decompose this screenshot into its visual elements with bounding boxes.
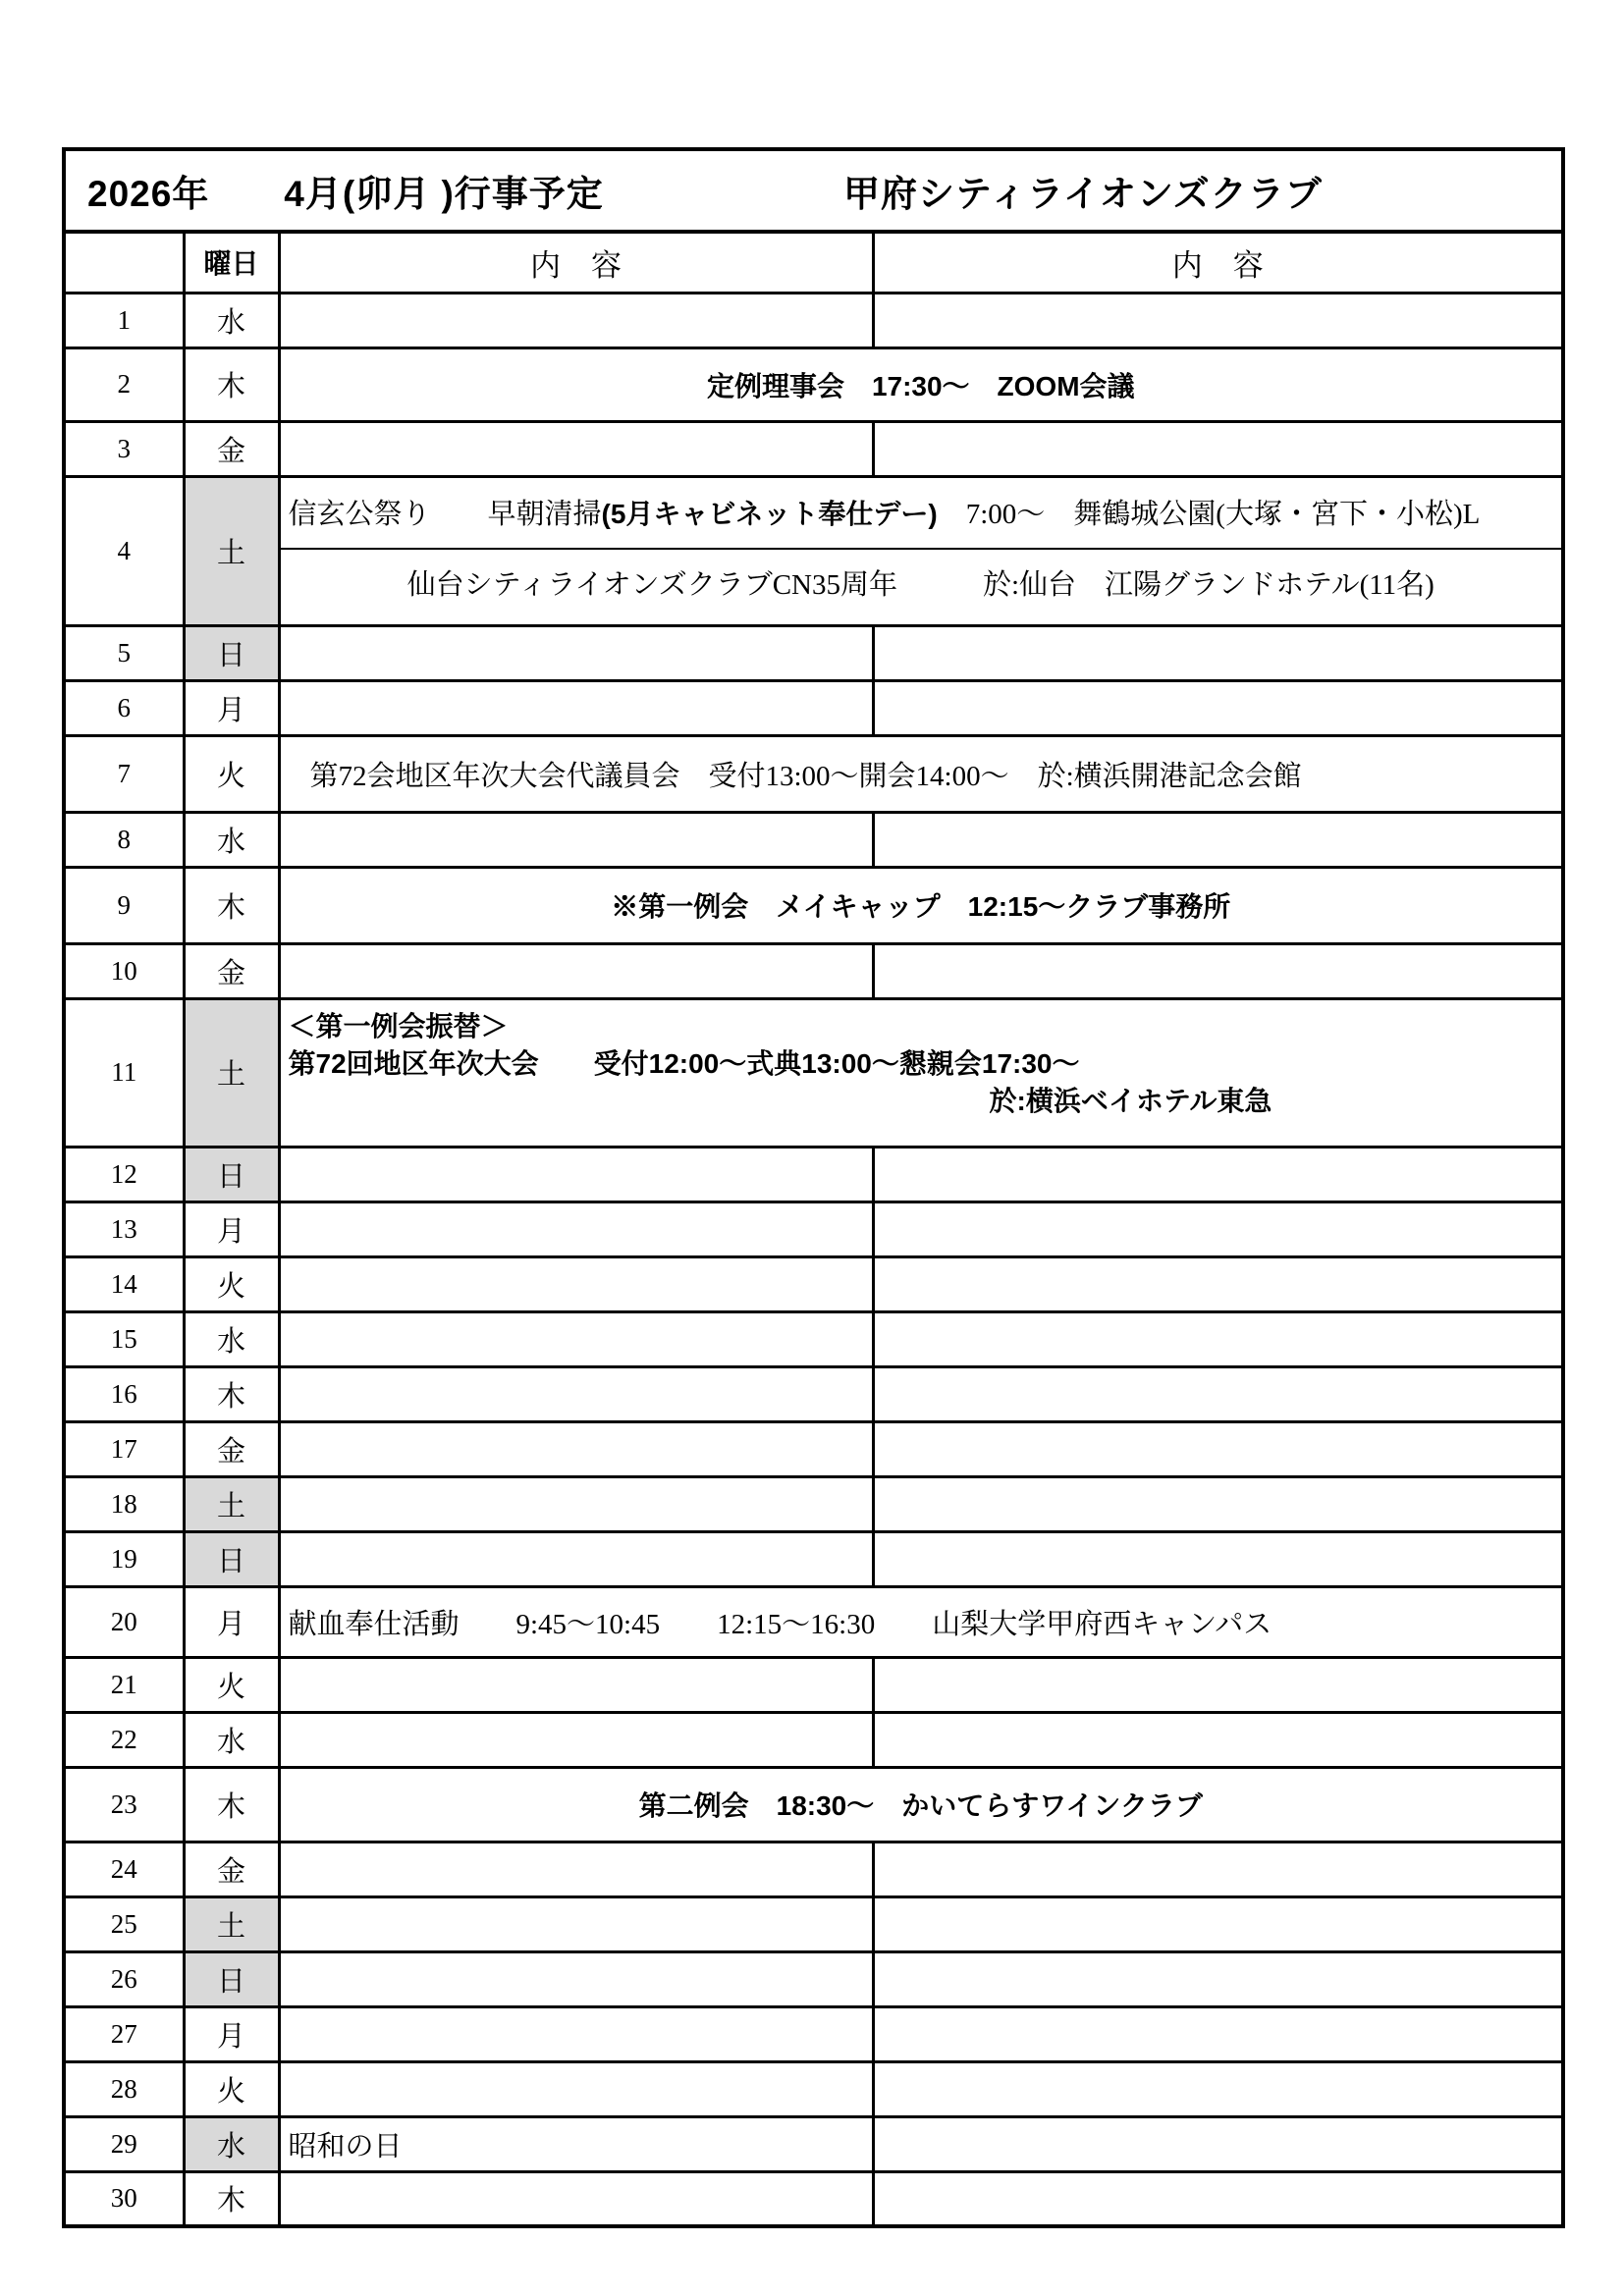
content-cell-left: [279, 2006, 873, 2061]
table-row: [64, 2116, 1563, 2171]
day-number: 9: [64, 867, 184, 943]
table-row: [64, 867, 1563, 943]
table-row: [64, 625, 1563, 680]
table-row: [64, 1767, 1563, 1842]
day-number: 3: [64, 421, 184, 476]
schedule-table: [62, 147, 1565, 2228]
day-number: 18: [64, 1476, 184, 1531]
event-text: 仙台シティライオンズクラブCN35周年 於:仙台 江陽グランドホテル(11名): [406, 568, 1435, 601]
weekday-cell: 水: [184, 2116, 279, 2171]
weekday-cell: 火: [184, 735, 279, 812]
day-number: 27: [64, 2006, 184, 2061]
content-cell-right: [873, 1951, 1563, 2006]
day-number: 19: [64, 1531, 184, 1586]
day-number: 12: [64, 1147, 184, 1201]
day-number: 4: [64, 476, 184, 625]
day-number: 7: [64, 735, 184, 812]
table-row: [64, 1256, 1563, 1311]
content-cell-right: [873, 1147, 1563, 1201]
content-cell-merged: [279, 1767, 1563, 1842]
content-cell-left: [279, 1366, 873, 1421]
day-number: 22: [64, 1712, 184, 1767]
table-row: [64, 680, 1563, 735]
table-row: [64, 1951, 1563, 2006]
event-text-segment: (5月キャビネット奉仕デー): [601, 498, 938, 529]
content-cell-right: [873, 1311, 1563, 1366]
weekday-cell: 水: [184, 1311, 279, 1366]
content-cell-right: [873, 943, 1563, 998]
content-cell-right: [873, 1201, 1563, 1256]
content-cell-merged: [279, 867, 1563, 943]
content-cell-left: 昭和の日: [279, 2116, 873, 2171]
table-row: [64, 943, 1563, 998]
content-cell-left: [279, 1421, 873, 1476]
weekday-cell: 金: [184, 1421, 279, 1476]
day-number: 28: [64, 2061, 184, 2116]
table-row: [64, 347, 1563, 421]
event-text: ＜第一例会振替＞: [288, 1010, 509, 1041]
day-number: 1: [64, 293, 184, 347]
page-title: 2026年 4月(卯月 )行事予定: [87, 174, 604, 214]
day-number: 17: [64, 1421, 184, 1476]
day-number: 11: [64, 998, 184, 1147]
content-cell-right: [873, 2116, 1563, 2171]
content-cell-right: [873, 1256, 1563, 1311]
weekday-cell: 木: [184, 867, 279, 943]
event-text: 定例理事会 17:30～ ZOOM会議: [706, 370, 1135, 401]
day-number: 13: [64, 1201, 184, 1256]
weekday-cell: 木: [184, 1767, 279, 1842]
title-row: [64, 149, 1563, 232]
content-cell-left: [279, 421, 873, 476]
table-row: [64, 421, 1563, 476]
weekday-cell: 金: [184, 943, 279, 998]
day-number: 20: [64, 1586, 184, 1657]
day-number: 25: [64, 1896, 184, 1951]
day-number: 6: [64, 680, 184, 735]
weekday-cell: 木: [184, 347, 279, 421]
content-cell-merged: [279, 476, 1563, 625]
content-cell-right: [873, 625, 1563, 680]
weekday-cell: 木: [184, 2171, 279, 2226]
content-cell-right: [873, 421, 1563, 476]
content-cell-right: [873, 680, 1563, 735]
day-number: 29: [64, 2116, 184, 2171]
content-cell-left: [279, 1951, 873, 2006]
header-content-1: 内 容: [279, 232, 873, 293]
table-row: [64, 1366, 1563, 1421]
content-cell-right: [873, 2061, 1563, 2116]
header-weekday: 曜日: [184, 232, 279, 293]
day-number: 15: [64, 1311, 184, 1366]
table-row: [64, 1421, 1563, 1476]
content-cell-right: [873, 1531, 1563, 1586]
weekday-cell: 月: [184, 1201, 279, 1256]
header-content-2: 内 容: [873, 232, 1563, 293]
event-text-segment: 7:00～ 舞鶴城公園(大塚・宮下・小松)L: [937, 498, 1481, 530]
weekday-cell: 日: [184, 1951, 279, 2006]
weekday-cell: 日: [184, 1147, 279, 1201]
weekday-cell: 土: [184, 1476, 279, 1531]
weekday-cell: 木: [184, 1366, 279, 1421]
weekday-cell: 火: [184, 1657, 279, 1712]
table-row: [64, 1657, 1563, 1712]
event-text-segment: 信玄公祭り 早朝清掃: [288, 498, 602, 530]
day-number: 23: [64, 1767, 184, 1842]
weekday-cell: 月: [184, 680, 279, 735]
header-day-blank: [64, 232, 184, 293]
content-cell-right: [873, 1712, 1563, 1767]
content-cell-left: [279, 1256, 873, 1311]
weekday-cell: 火: [184, 2061, 279, 2116]
weekday-cell: 金: [184, 421, 279, 476]
content-cell-right: [873, 1476, 1563, 1531]
table-row: [64, 1476, 1563, 1531]
table-row: [64, 1201, 1563, 1256]
weekday-cell: 日: [184, 625, 279, 680]
content-cell-left: [279, 625, 873, 680]
day-number: 14: [64, 1256, 184, 1311]
day-number: 16: [64, 1366, 184, 1421]
day-number: 30: [64, 2171, 184, 2226]
day-number: 21: [64, 1657, 184, 1712]
weekday-cell: 水: [184, 812, 279, 867]
weekday-cell: 土: [184, 1896, 279, 1951]
day-number: 24: [64, 1842, 184, 1896]
table-row: [64, 735, 1563, 812]
title-bar: [66, 164, 1561, 217]
table-row: [64, 1147, 1563, 1201]
table-row: [64, 1311, 1563, 1366]
table-row: [64, 2061, 1563, 2116]
content-cell-right: [873, 812, 1563, 867]
content-cell-left: [279, 2061, 873, 2116]
weekday-cell: 水: [184, 1712, 279, 1767]
table-row: [64, 998, 1563, 1147]
table-row: [64, 293, 1563, 347]
content-cell-left: [279, 1842, 873, 1896]
header-row: [64, 232, 1563, 293]
weekday-cell: 月: [184, 2006, 279, 2061]
content-cell-left: [279, 293, 873, 347]
weekday-cell: 金: [184, 1842, 279, 1896]
event-text: 第72回地区年次大会 受付12:00～式典13:00～懇親会17:30～: [288, 1047, 1080, 1079]
content-cell-left: [279, 1147, 873, 1201]
content-cell-left: [279, 1476, 873, 1531]
day-number: 10: [64, 943, 184, 998]
content-cell-left: [279, 2171, 873, 2226]
content-cell-left: [279, 1657, 873, 1712]
content-cell-left: [279, 812, 873, 867]
content-cell-right: [873, 1366, 1563, 1421]
table-row: [64, 2006, 1563, 2061]
content-cell-left: [279, 1201, 873, 1256]
table-row: [64, 2171, 1563, 2226]
weekday-cell: 日: [184, 1531, 279, 1586]
content-cell-right: [873, 2171, 1563, 2226]
content-cell-left: [279, 1531, 873, 1586]
event-text: [281, 478, 1562, 550]
weekday-cell: 土: [184, 476, 279, 625]
weekday-cell: 土: [184, 998, 279, 1147]
content-cell-merged: [279, 1586, 1563, 1657]
content-cell-right: [873, 1842, 1563, 1896]
weekday-cell: 水: [184, 293, 279, 347]
content-cell-merged: [279, 998, 1563, 1147]
content-cell-left: [279, 1712, 873, 1767]
table-row: [64, 1586, 1563, 1657]
table-row: [64, 1896, 1563, 1951]
weekday-cell: 月: [184, 1586, 279, 1657]
day-number: 26: [64, 1951, 184, 2006]
table-row: [64, 812, 1563, 867]
content-cell-left: [279, 943, 873, 998]
day-number: 8: [64, 812, 184, 867]
content-cell-right: [873, 1657, 1563, 1712]
day-number: 5: [64, 625, 184, 680]
event-text: 第72会地区年次大会代議員会 受付13:00～開会14:00～ 於:横浜開港記念会館: [309, 760, 1302, 792]
weekday-cell: 火: [184, 1256, 279, 1311]
content-cell-right: [873, 1421, 1563, 1476]
table-row: [64, 476, 1563, 625]
table-row: [64, 1531, 1563, 1586]
content-cell-right: [873, 2006, 1563, 2061]
content-cell-merged: [279, 735, 1563, 812]
event-text: 献血奉仕活動 9:45～10:45 12:15～16:30 山梨大学甲府西キャンパス: [288, 1608, 1272, 1640]
content-cell-right: [873, 1896, 1563, 1951]
table-row: [64, 1842, 1563, 1896]
event-text: ※第一例会 メイキャップ 12:15～クラブ事務所: [611, 891, 1231, 922]
table-row: [64, 1712, 1563, 1767]
content-cell-left: [279, 1311, 873, 1366]
content-cell-left: [279, 1896, 873, 1951]
day-number: 2: [64, 347, 184, 421]
event-text: 第二例会 18:30～ かいてらすワインクラブ: [638, 1790, 1203, 1821]
content-cell-left: [279, 680, 873, 735]
content-cell-merged: [279, 347, 1563, 421]
club-name: 甲府シティライオンズクラブ: [843, 174, 1323, 214]
content-cell-right: [873, 293, 1563, 347]
event-text: 於:横浜ベイホテル東急: [989, 1085, 1272, 1116]
